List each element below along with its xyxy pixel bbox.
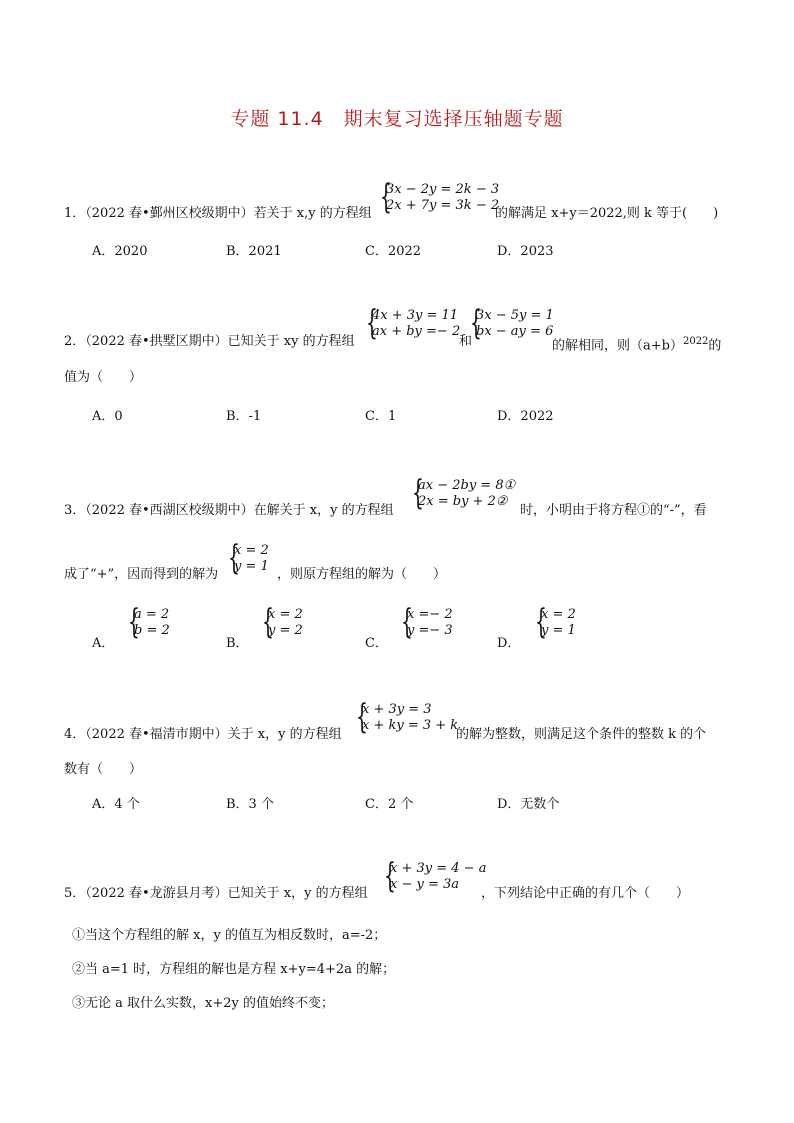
q2-and: 和 bbox=[459, 334, 473, 349]
q3-option-c-e2: y =− 3 bbox=[407, 623, 453, 638]
q3-option-c-system bbox=[401, 602, 453, 642]
q2-line2: 值为（ ） bbox=[64, 370, 143, 385]
q2-prefix: 2．（2022 春•拱墅区期中）已知关于 xy 的方程组 bbox=[64, 334, 355, 349]
q3-system bbox=[412, 473, 516, 513]
brace-icon: { bbox=[366, 303, 378, 343]
brace-icon: { bbox=[228, 538, 240, 578]
q4-option-d: D．无数个 bbox=[497, 797, 560, 812]
q5-suffix: ，下列结论中正确的有几个（ ） bbox=[481, 886, 690, 901]
q4-prefix: 4．（2022 春•福清市期中）关于 x，y 的方程组 bbox=[64, 727, 342, 742]
q2-sysb-eq2: bx − ay = 6 bbox=[476, 324, 554, 339]
q3-eq2: 2x = by + 2② bbox=[418, 494, 508, 509]
q3-wrong-solution bbox=[228, 538, 269, 578]
q3-option-b-e1: x = 2 bbox=[268, 607, 303, 622]
q5-eq2: x − y = 3a bbox=[390, 877, 460, 892]
q3-option-c-e1: x =− 2 bbox=[407, 607, 453, 622]
q2-sysa-eq1: 4x + 3y = 11 bbox=[372, 308, 459, 323]
q3-option-b-label: B． bbox=[226, 636, 249, 651]
q1-eq2: 2x + 7y = 3k − 2 bbox=[386, 198, 500, 213]
q2-suffix bbox=[552, 334, 721, 354]
brace-icon: { bbox=[380, 177, 392, 217]
q3-eq1: ax − 2by = 8① bbox=[418, 478, 516, 493]
q3-option-b-e2: y = 2 bbox=[268, 623, 303, 638]
q3-option-d-e1: x = 2 bbox=[541, 607, 576, 622]
brace-icon: { bbox=[384, 856, 396, 896]
q4-system bbox=[356, 697, 459, 737]
q5-statement-3: ③无论 a 取什么实数，x+2y 的值始终不变； bbox=[72, 996, 334, 1011]
q5-eq1: x + 3y = 4 − a bbox=[390, 861, 487, 876]
q3-option-d-label: D． bbox=[497, 636, 521, 651]
q4-eq2: x + ky = 3 + k bbox=[362, 718, 459, 733]
q3-option-a-e2: b = 2 bbox=[134, 623, 170, 638]
q3-line2a: 成了“+”，因而得到的解为 bbox=[64, 567, 219, 582]
q2-system-b bbox=[470, 303, 554, 343]
brace-icon: { bbox=[470, 303, 482, 343]
q4-line2: 数有（ ） bbox=[64, 762, 143, 777]
brace-icon: { bbox=[412, 473, 424, 513]
q3-option-b-system bbox=[262, 602, 303, 642]
q5-system bbox=[384, 856, 487, 896]
q5-prefix: 5．（2022 春•龙游县月考）已知关于 x，y 的方程组 bbox=[64, 886, 368, 901]
q1-option-b: B．2021 bbox=[226, 244, 282, 259]
q4-option-c: C．2 个 bbox=[365, 797, 414, 812]
brace-icon: { bbox=[401, 602, 413, 642]
q2-option-a: A．0 bbox=[92, 409, 123, 424]
brace-icon: { bbox=[356, 697, 368, 737]
q2-suffix-text: 的解相同，则（a+b） bbox=[552, 338, 683, 354]
q3-sol1: x = 2 bbox=[234, 543, 269, 558]
q3-option-c-label: C． bbox=[365, 636, 388, 651]
page-title: 专题 11.4 期末复习选择压轴题专题 bbox=[230, 108, 564, 130]
q2-suffix-end: 的 bbox=[708, 338, 722, 354]
q4-option-a: A．4 个 bbox=[92, 797, 140, 812]
q2-sysb-eq1: 3x − 5y = 1 bbox=[476, 308, 554, 323]
q1-suffix: 的解满足 x+y＝2022,则 k 等于( ) bbox=[495, 206, 719, 221]
q1-option-d: D．2023 bbox=[497, 244, 554, 259]
q3-sol2: y = 1 bbox=[234, 559, 269, 574]
q3-option-a-e1: a = 2 bbox=[134, 607, 170, 622]
q4-option-b: B．3 个 bbox=[226, 797, 274, 812]
q3-option-d-system bbox=[535, 602, 576, 642]
q1-eq1: 3x − 2y = 2k − 3 bbox=[386, 182, 500, 197]
q2-exponent: 2022 bbox=[682, 336, 709, 347]
brace-icon: { bbox=[535, 602, 547, 642]
q1-option-c: C．2022 bbox=[365, 244, 422, 259]
q5-statement-2: ②当 a=1 时，方程组的解也是方程 x+y=4+2a 的解； bbox=[72, 962, 396, 977]
q3-suffix: 时，小明由于将方程①的“-”，看 bbox=[520, 503, 707, 518]
q1-prefix: 1．（2022 春•鄞州区校级期中）若关于 x,y 的方程组 bbox=[64, 206, 372, 221]
brace-icon: { bbox=[128, 602, 140, 642]
q2-option-b: B．-1 bbox=[226, 409, 262, 424]
q3-option-d-e2: y = 1 bbox=[541, 623, 576, 638]
q2-sysa-eq2: ax + by =− 2 bbox=[372, 324, 461, 339]
q3-line2b: ，则原方程组的解为（ ） bbox=[277, 567, 447, 582]
q2-option-c: C．1 bbox=[365, 409, 397, 424]
q4-suffix: 的解为整数，则满足这个条件的整数 k 的个 bbox=[456, 727, 707, 742]
q4-eq1: x + 3y = 3 bbox=[362, 702, 432, 717]
q3-prefix: 3．（2022 春•西湖区校级期中）在解关于 x，y 的方程组 bbox=[64, 503, 394, 518]
q1-system bbox=[380, 177, 500, 217]
q1-option-a: A．2020 bbox=[92, 244, 148, 259]
q2-system-a bbox=[366, 303, 461, 343]
q5-statement-1: ①当这个方程组的解 x，y 的值互为相反数时，a=-2； bbox=[72, 928, 387, 943]
q3-option-a-label: A． bbox=[92, 636, 115, 651]
brace-icon: { bbox=[262, 602, 274, 642]
q2-option-d: D．2022 bbox=[497, 409, 554, 424]
q3-option-a-system bbox=[128, 602, 170, 642]
